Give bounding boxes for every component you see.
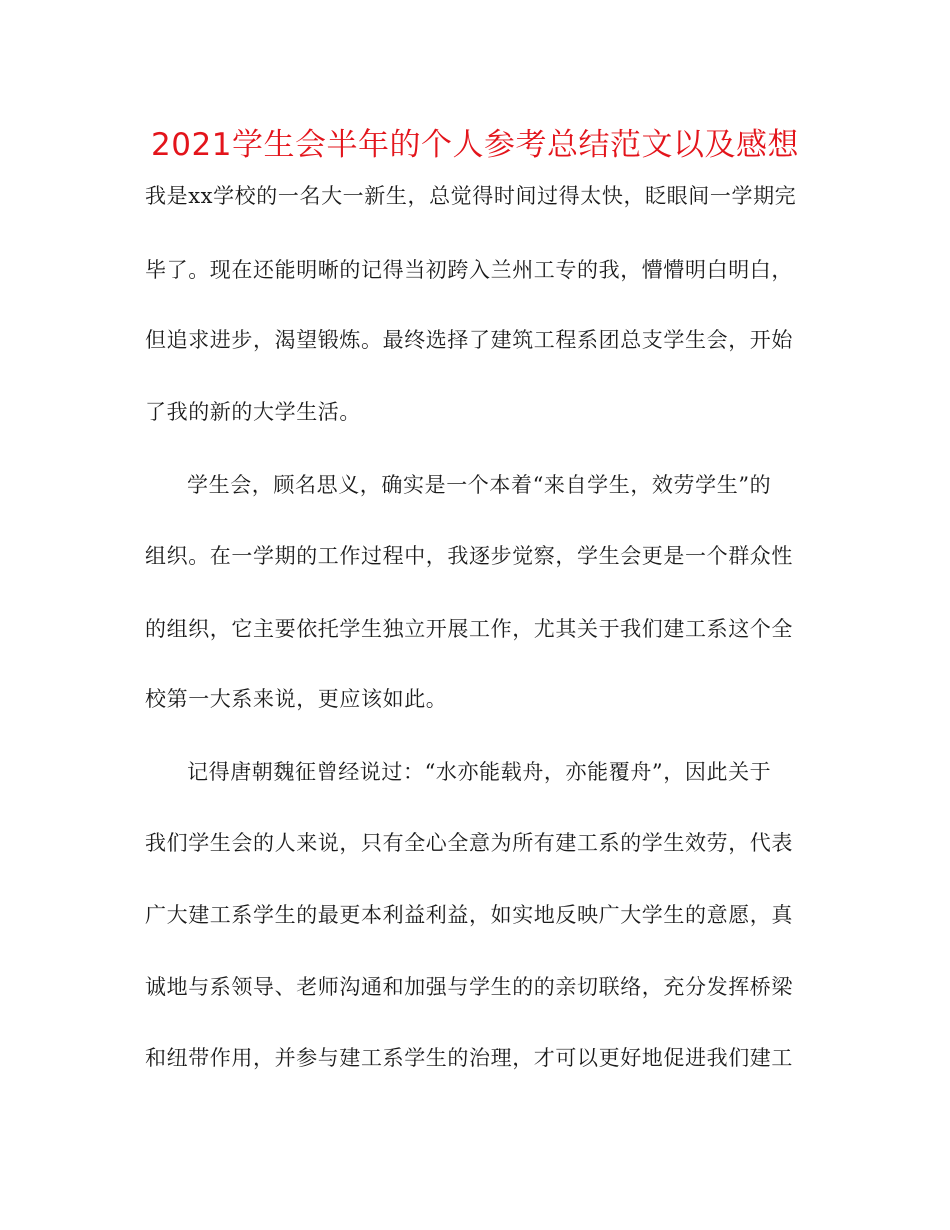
text-line: 校第一大系来说，更应该如此。 bbox=[145, 687, 448, 711]
text-line: 记得唐朝魏征曾经说过：“水亦能载舟，亦能覆舟”，因此关于 bbox=[187, 760, 772, 784]
text-line: 但追求进步，渴望锻炼。最终选择了建筑工程系团总支学生会，开始 bbox=[145, 328, 793, 352]
text-line: 和纽带作用，并参与建工系学生的治理，才可以更好地促进我们建工 bbox=[145, 1046, 793, 1070]
text-line: 广大建工系学生的最更本利益利益，如实地反映广大学生的意愿，真 bbox=[145, 903, 793, 927]
text-line: 了我的新的大学生活。 bbox=[145, 400, 361, 424]
text-line: 组织。在一学期的工作过程中，我逐步觉察，学生会更是一个群众性 bbox=[145, 544, 793, 568]
text-line: 学生会，顾名思义，确实是一个本着“来自学生，效劳学生”的 bbox=[187, 473, 772, 497]
text-line: 我们学生会的人来说，只有全心全意为所有建工系的学生效劳，代表 bbox=[145, 831, 793, 855]
text-line: 毕了。现在还能明晰的记得当初跨入兰州工专的我，懵懵明白明白， bbox=[145, 258, 793, 282]
text-line: 诚地与系领导、老师沟通和加强与学生的的亲切联络，充分发挥桥梁 bbox=[145, 975, 793, 999]
text-line: 我是xx学校的一名大一新生，总觉得时间过得太快，眨眼间一学期完 bbox=[145, 184, 797, 208]
document-title: 2021学生会半年的个人参考总结范文以及感想 bbox=[151, 127, 799, 163]
text-line: 的组织，它主要依托学生独立开展工作，尤其关于我们建工系这个全 bbox=[145, 617, 793, 641]
